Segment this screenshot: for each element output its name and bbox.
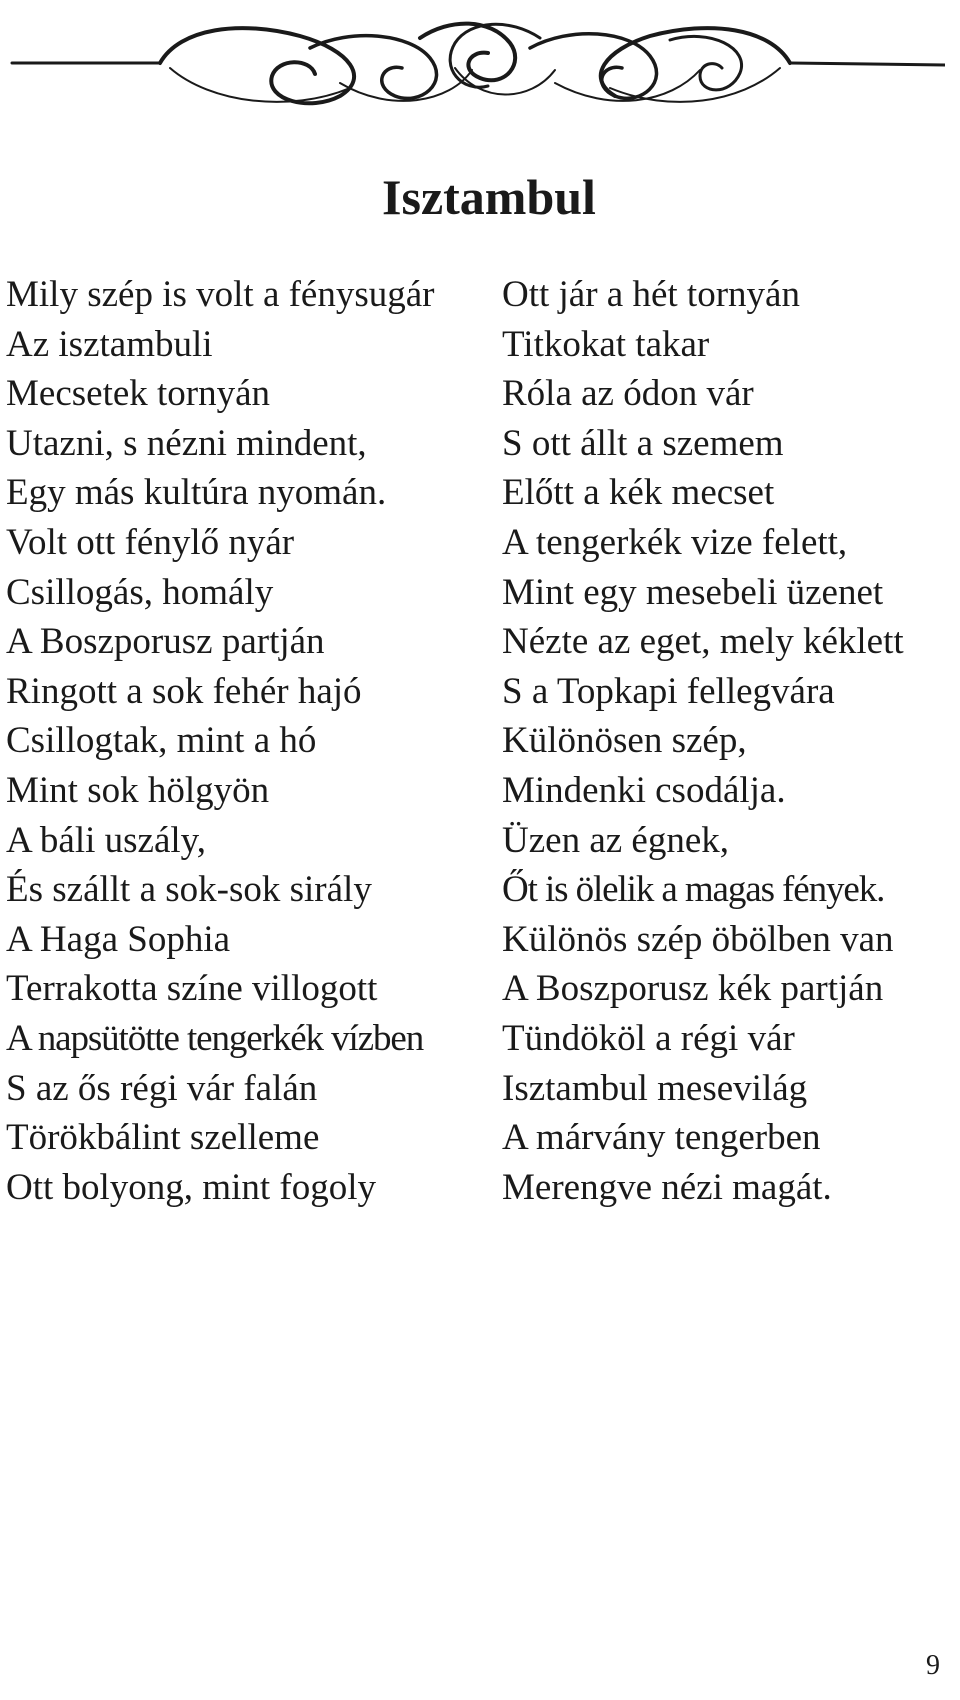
poem-line: Ringott a sok fehér hajó	[6, 670, 362, 712]
poem-line: Terrakotta színe villogott	[6, 968, 378, 1010]
poem-line: S a Topkapi fellegvára	[502, 670, 835, 712]
poem-line: Mint sok hölgyön	[6, 769, 270, 811]
poem-line: A báli uszály,	[6, 819, 207, 861]
poem-line: A tengerkék vize felett,	[502, 521, 848, 563]
poem-line: Titkokat takar	[502, 323, 710, 365]
poem-line: A Haga Sophia	[6, 918, 231, 960]
poem-line: Ott jár a hét tornyán	[502, 274, 800, 315]
poem-line: A Boszporusz kék partján	[502, 968, 884, 1010]
poem-line: Mily szép is volt a fénysugár	[6, 274, 435, 315]
flourish-divider-icon	[10, 8, 945, 118]
poem-line: A márvány tengerben	[502, 1117, 821, 1159]
poem-line: És szállt a sok-sok sirály	[6, 869, 372, 911]
poem-line: Az isztambuli	[6, 323, 213, 365]
poem-line: Utazni, s nézni mindent,	[6, 422, 367, 464]
poem-line: A napsütötte tengerkék vízben	[6, 1017, 424, 1059]
poem-line: S az ős régi vár falán	[6, 1067, 318, 1109]
poem-column-right	[502, 270, 904, 1212]
poem-line: Csillogás, homály	[6, 571, 274, 613]
poem-line: Mecsetek tornyán	[6, 373, 271, 415]
poem-line: Róla az ódon vár	[502, 373, 754, 415]
poem-line: Különös szép öbölben van	[502, 918, 894, 960]
poem-column-left	[6, 270, 435, 1212]
poem-line: Isztambul mesevilág	[502, 1067, 808, 1109]
poem-line: Csillogtak, mint a hó	[6, 720, 317, 762]
poem-line: Merengve nézi magát.	[502, 1166, 832, 1208]
poem-line: Tündököl a régi vár	[502, 1017, 795, 1059]
poem-line: Nézte az eget, mely kéklett	[502, 621, 904, 663]
poem-line: Üzen az égnek,	[502, 819, 730, 861]
poem-title: Isztambul	[382, 169, 596, 225]
poem-line: Egy más kultúra nyomán.	[6, 472, 387, 514]
poem-line: Őt is ölelik a magas fények.	[502, 869, 885, 911]
poem-line: Mindenki csodálja.	[502, 769, 786, 811]
page-number: 9	[926, 1650, 940, 1681]
poem-line: Törökbálint szelleme	[6, 1117, 320, 1159]
poem-line: Előtt a kék mecset	[502, 472, 775, 514]
poem-line: S ott állt a szemem	[502, 422, 784, 464]
poem-line: Különösen szép,	[502, 720, 747, 762]
poem-line: A Boszporusz partján	[6, 621, 325, 663]
poem-line: Volt ott fénylő nyár	[6, 521, 295, 563]
poem-line: Ott bolyong, mint fogoly	[6, 1166, 376, 1208]
poem-line: Mint egy mesebeli üzenet	[502, 571, 884, 613]
